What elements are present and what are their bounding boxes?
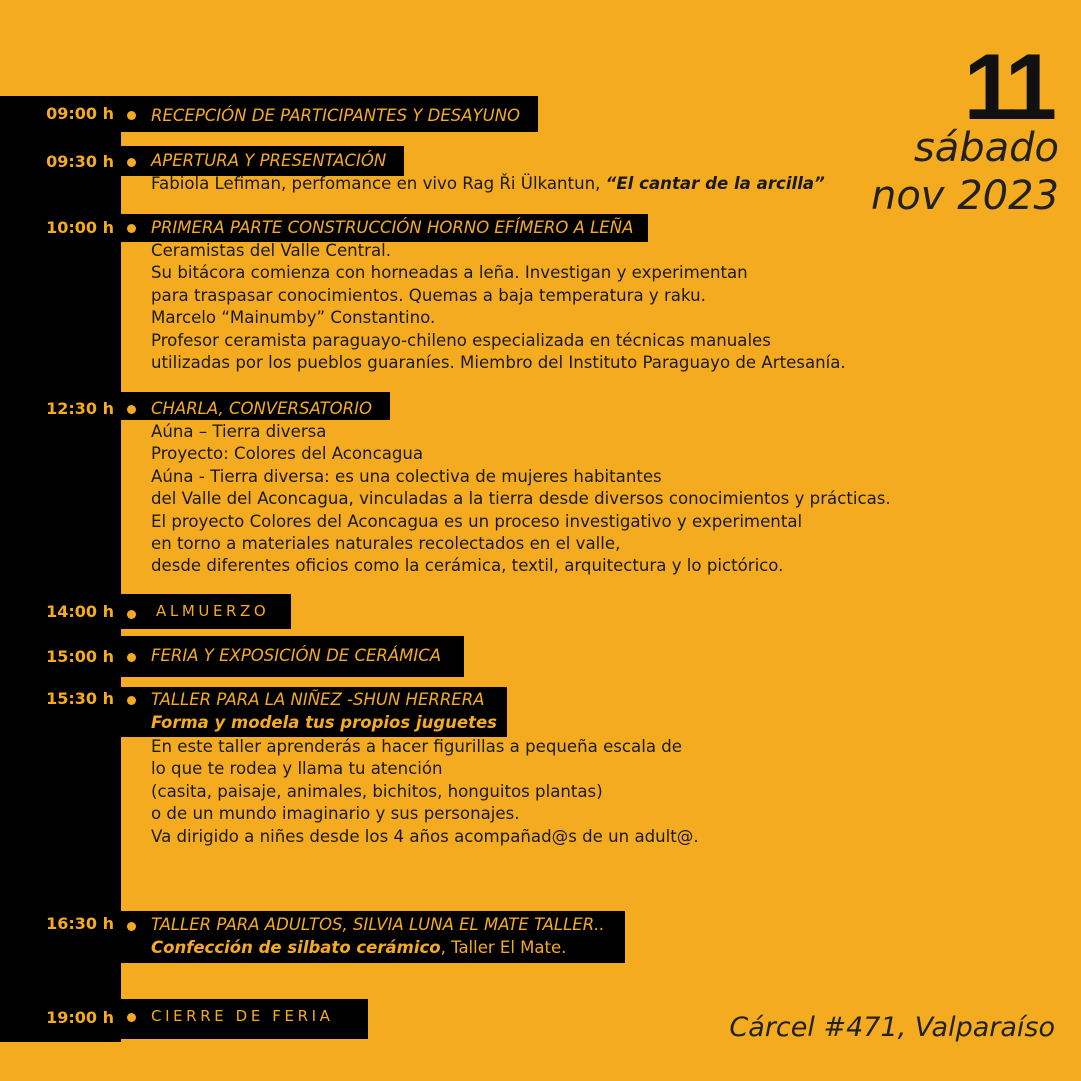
description-line: utilizadas por los pueblos guaraníes. Miembro del Instituto Paraguayo de Artesanía. bbox=[151, 352, 846, 372]
timeline-dot bbox=[127, 1013, 136, 1022]
description-line: Aúna - Tierra diversa: es una colectiva de mujeres habitantes bbox=[151, 466, 662, 486]
description-line: Proyecto: Colores del Aconcagua bbox=[151, 444, 424, 464]
description-line: del Valle del Aconcagua, vinculadas a la tierra desde diversos conocimientos y prácticas. bbox=[151, 489, 891, 509]
timeline-dot bbox=[127, 922, 136, 931]
workshop-name: Confección de silbato cerámico bbox=[151, 938, 441, 957]
description-line: o de un mundo imaginario y sus personajes. bbox=[151, 804, 520, 824]
day-name: sábado bbox=[913, 125, 1059, 171]
price-note: abierto a la comunidad $5.000 por participante bbox=[154, 964, 542, 978]
month-year: nov 2023 bbox=[870, 173, 1059, 219]
timeline-dot bbox=[127, 610, 136, 619]
time-label: 09:30 h bbox=[46, 152, 114, 171]
description-line: Su bitácora comienza con horneadas a leña. Investigan y experimentan bbox=[151, 263, 748, 283]
timeline-dot bbox=[127, 405, 136, 414]
event-description bbox=[151, 736, 699, 848]
event-title: CIERRE DE FERIA bbox=[151, 1007, 334, 1025]
event-title: TALLER PARA ADULTOS, SILVIA LUNA EL MATE TALLER.. bbox=[151, 915, 605, 934]
timeline-dot bbox=[127, 696, 136, 705]
description-line: Marcelo “Mainumby” Constantino. bbox=[151, 308, 436, 328]
timeline-dot bbox=[127, 653, 136, 662]
event-description bbox=[151, 421, 891, 578]
event-subtitle: Forma y modela tus propios juguetes bbox=[151, 713, 498, 732]
description-line: en torno a materiales naturales recolectados en el valle, bbox=[151, 533, 621, 553]
price-note: abierto a la comunidad $5.000 por participante bbox=[154, 851, 542, 865]
time-label: 10:00 h bbox=[46, 218, 114, 237]
time-label: 14:00 h bbox=[46, 602, 114, 621]
event-subtitle bbox=[151, 938, 566, 957]
event-title: ALMUERZO bbox=[156, 602, 270, 620]
time-label: 15:00 h bbox=[46, 647, 114, 666]
event-title: PRIMERA PARTE CONSTRUCCIÓN HORNO EFÍMERO A LEÑA bbox=[151, 218, 634, 237]
description-line: Aúna – Tierra diversa bbox=[151, 422, 327, 441]
event-title: TALLER PARA LA NIÑEZ -SHUN HERRERA bbox=[151, 690, 485, 709]
description-line: lo que te rodea y llama tu atención bbox=[151, 759, 443, 779]
timeline-dot bbox=[127, 111, 136, 120]
performer-text: Fabiola Lefiman, perfomance en vivo Rag Ři Ülkantun, bbox=[151, 174, 606, 193]
description-line: El proyecto Colores del Aconcagua es un proceso investigativo y experimental bbox=[151, 511, 803, 531]
event-title: APERTURA Y PRESENTACIÓN bbox=[151, 151, 387, 170]
description-line: En este taller aprenderás a hacer figurillas a pequeña escala de bbox=[151, 737, 683, 756]
time-label: 12:30 h bbox=[46, 399, 114, 418]
event-title: FERIA Y EXPOSICIÓN DE CERÁMICA bbox=[151, 646, 442, 665]
event-title: CHARLA, CONVERSATORIO bbox=[151, 399, 372, 418]
event-title: RECEPCIÓN DE PARTICIPANTES Y DESAYUNO bbox=[151, 106, 521, 125]
time-label: 09:00 h bbox=[46, 104, 114, 123]
description-line: Va dirigido a niñes desde los 4 años acompañad@s de un adult@. bbox=[151, 826, 699, 846]
description-line: desde diferentes oficios como la cerámica, textil, arquitectura y lo pictórico. bbox=[151, 556, 784, 576]
timeline-dot bbox=[127, 158, 136, 167]
event-description bbox=[151, 173, 825, 195]
day-number: 11 bbox=[963, 34, 1051, 139]
description-line: (casita, paisaje, animales, bichitos, honguitos plantas) bbox=[151, 781, 603, 801]
performance-title: “El cantar de la arcilla” bbox=[605, 174, 825, 193]
description-line: Profesor ceramista paraguayo-chileno especializada en técnicas manuales bbox=[151, 330, 771, 350]
time-label: 19:00 h bbox=[46, 1008, 114, 1027]
time-label: 15:30 h bbox=[46, 689, 114, 708]
timeline-dot bbox=[127, 224, 136, 233]
description-line: para traspasar conocimientos. Quemas a baja temperatura y raku. bbox=[151, 285, 706, 305]
timeline-spine bbox=[0, 96, 121, 1042]
event-description bbox=[151, 240, 846, 374]
venue-label: Cárcel #471, Valparaíso bbox=[729, 1012, 1055, 1043]
time-label: 16:30 h bbox=[46, 914, 114, 933]
workshop-host: , Taller El Mate. bbox=[440, 938, 567, 957]
description-line: Ceramistas del Valle Central. bbox=[151, 241, 392, 260]
